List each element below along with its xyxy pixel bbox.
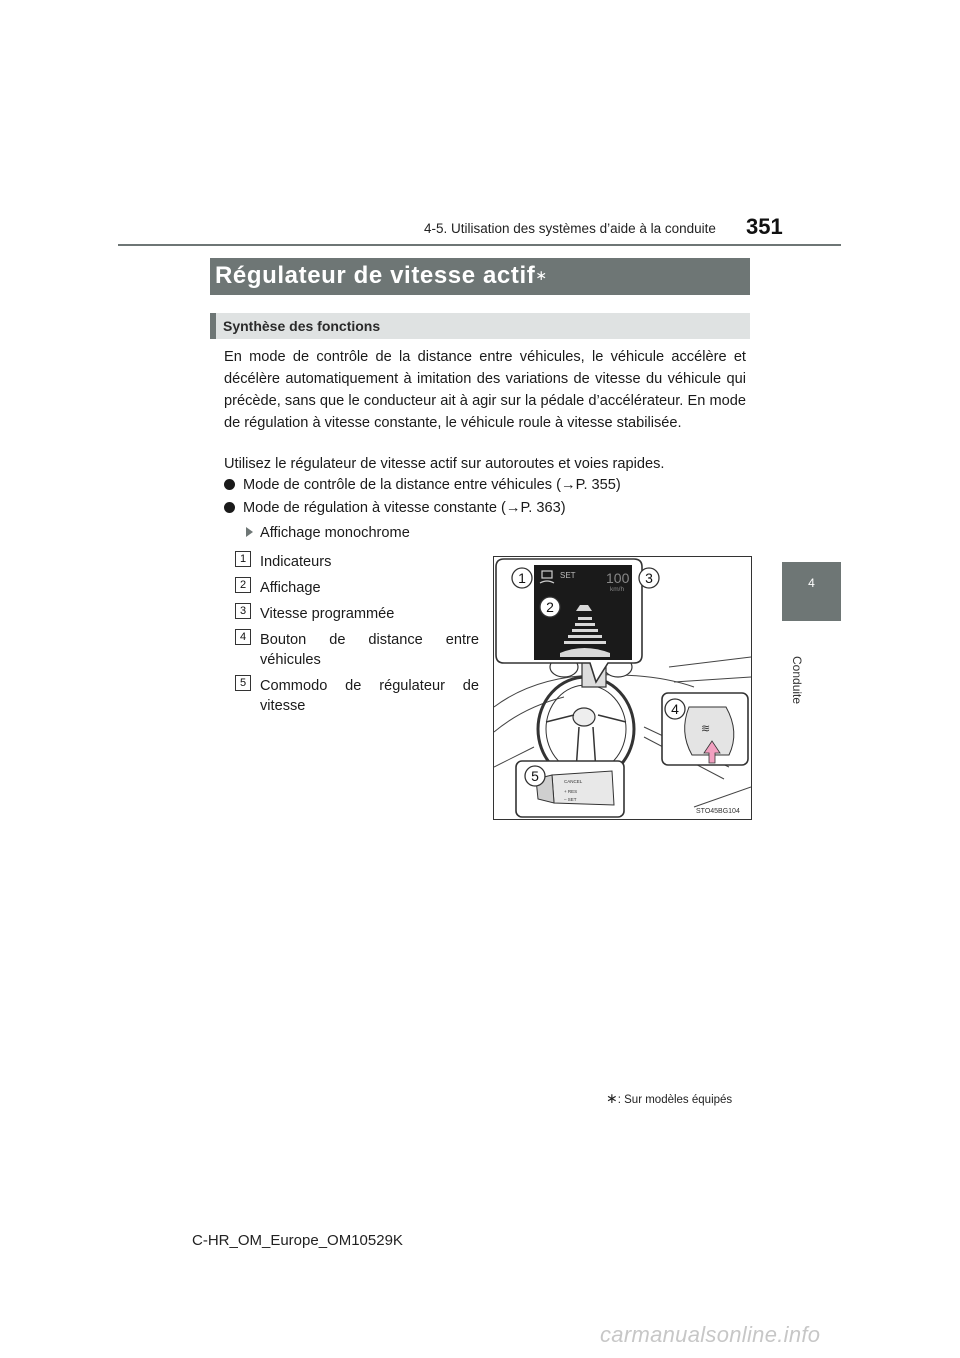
display-type-text: Affichage monochrome	[260, 525, 410, 541]
header-rule	[118, 244, 841, 246]
item-label: Affichage	[260, 580, 321, 596]
item-number-box: 3	[235, 603, 251, 619]
bullet-icon	[224, 502, 235, 513]
item-label: Vitesse programmée	[260, 606, 395, 622]
svg-text:≋: ≋	[701, 722, 711, 735]
document-code: C-HR_OM_Europe_OM10529K	[192, 1232, 403, 1249]
svg-text:CANCEL: CANCEL	[564, 779, 583, 784]
callout-3: 3	[645, 570, 653, 586]
page-title	[215, 259, 548, 292]
callout-4: 4	[671, 701, 679, 717]
callout-2: 2	[546, 599, 554, 615]
dashboard-illustration	[493, 556, 752, 820]
footnote-marker: ∗	[606, 1090, 618, 1106]
subheading-accent	[210, 313, 216, 339]
page-title-text: Régulateur de vitesse actif	[215, 262, 536, 289]
callout-5: 5	[531, 768, 539, 784]
page-number: 351	[746, 214, 783, 239]
subheading: Synthèse des fonctions	[223, 318, 381, 334]
item-label: Indicateurs	[260, 554, 332, 570]
item-label-text: Bouton de distance entre véhicules	[260, 632, 479, 668]
intro-paragraph: En mode de contrôle de la distance entre véhicules, le véhicule accélère et décélère automatiquement à imitation des variations de vitesse du véhicule qui précède, sans que le conducteur ait à agir sur la pédale d’accélérateur. En mode de régulation à vitesse constante, le véhicule roule à vitesse stabilisée.	[224, 349, 746, 431]
dashboard-drawing	[494, 557, 751, 819]
speed-value: 100	[606, 570, 630, 586]
watermark: carmanualsonline.info	[600, 1322, 821, 1347]
item-number-box: 2	[235, 577, 251, 593]
item-label: Commodo de régulateur de vitesse	[260, 678, 479, 714]
triangle-marker-icon	[246, 527, 253, 537]
speed-unit: km/h	[610, 586, 625, 593]
mode-text: Mode de contrôle de la distance entre véhicules (→P. 355)	[243, 477, 621, 493]
svg-text:– SET: – SET	[564, 797, 577, 802]
title-footnote-marker: ∗	[535, 267, 548, 283]
bullet-icon	[224, 479, 235, 490]
display-type-note	[246, 525, 410, 541]
figure-code: STO45BG104	[696, 808, 740, 815]
mode-bullet	[224, 500, 566, 516]
item-number-box: 1	[235, 551, 251, 567]
footnote	[606, 1090, 732, 1107]
section-header: 4-5. Utilisation des systèmes d’aide à la conduite	[424, 221, 716, 236]
usage-paragraph: Utilisez le régulateur de vitesse actif sur autoroutes et voies rapides.	[224, 456, 665, 472]
item-number-box: 4	[235, 629, 251, 645]
chapter-number: 4	[808, 576, 815, 590]
mode-text: Mode de régulation à vitesse constante (→P. 363)	[243, 500, 566, 516]
chapter-tab	[782, 562, 841, 621]
mode-bullet	[224, 477, 621, 493]
callout-1: 1	[518, 570, 526, 586]
item-label	[260, 630, 479, 670]
chapter-side-label: Conduite	[790, 656, 804, 705]
svg-text:+ RES: + RES	[564, 789, 578, 794]
set-label: SET	[560, 571, 576, 580]
footnote-text: : Sur modèles équipés	[617, 1094, 733, 1106]
item-number-box: 5	[235, 675, 251, 691]
